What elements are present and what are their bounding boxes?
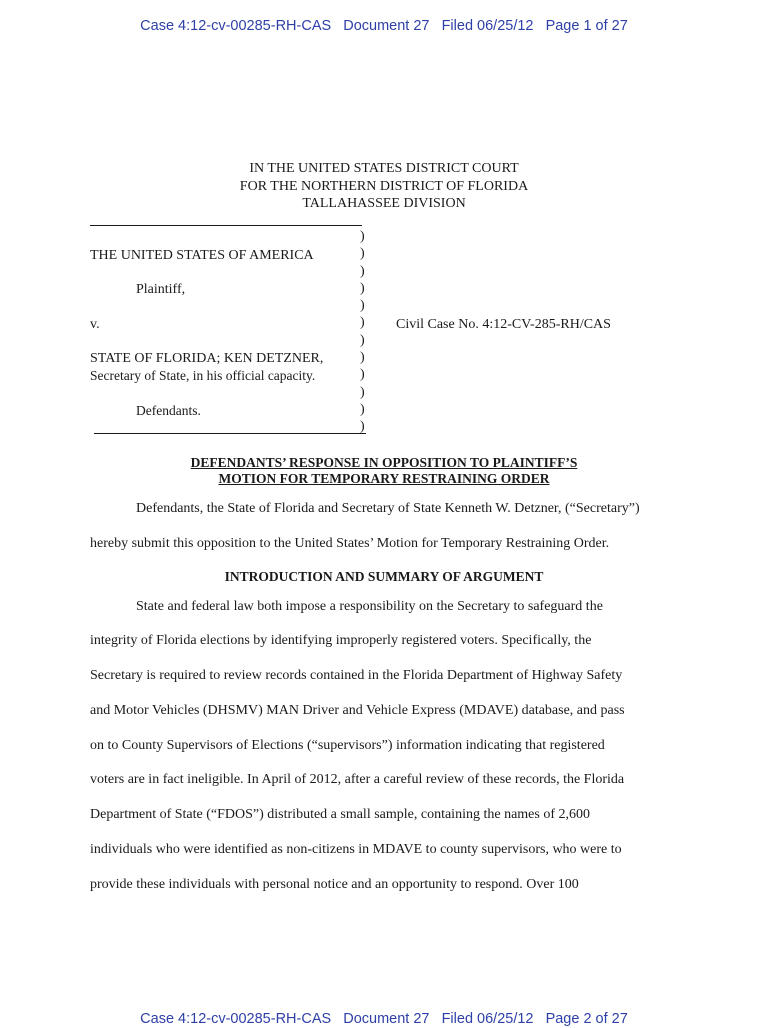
ecf-footer-stamp: Case 4:12-cv-00285-RH-CAS Document 27 Filed 06/25/12 Page 2 of 27	[140, 1011, 628, 1027]
caption-paren: )	[360, 419, 365, 435]
document-title-line: MOTION FOR TEMPORARY RESTRAINING ORDER	[218, 471, 550, 486]
ecf-header-stamp: Case 4:12-cv-00285-RH-CAS Document 27 Filed 06/25/12 Page 1 of 27	[140, 18, 628, 34]
caption-paren: )	[360, 280, 365, 296]
court-heading-line: TALLAHASSEE DIVISION	[302, 196, 466, 211]
court-heading-line: IN THE UNITED STATES DISTRICT COURT	[249, 161, 519, 176]
section-heading: INTRODUCTION AND SUMMARY OF ARGUMENT	[224, 569, 544, 584]
case-number: Civil Case No. 4:12-CV-285-RH/CAS	[396, 317, 611, 332]
caption-bottom-rule	[94, 433, 366, 434]
document-title-line: DEFENDANTS’ RESPONSE IN OPPOSITION TO PLAINTIFF’S	[190, 455, 578, 470]
body-line: Department of State (“FDOS”) distributed a small sample, containing the names of 2,600	[90, 807, 590, 822]
court-heading-line: FOR THE NORTHERN DISTRICT OF FLORIDA	[239, 178, 529, 194]
caption-paren-column	[360, 228, 365, 436]
caption-paren: )	[360, 315, 365, 331]
body-line: voters are in fact ineligible. In April of 2012, after a careful review of these records, the Florida	[90, 772, 625, 787]
caption-paren: )	[360, 367, 365, 383]
caption-top-rule	[90, 225, 362, 226]
body-line: State and federal law both impose a responsibility on the Secretary to safeguard the	[136, 599, 603, 614]
caption-paren: )	[360, 401, 365, 417]
intro-line: hereby submit this opposition to the United States’ Motion for Temporary Restraining Order.	[90, 536, 610, 551]
body-line: on to County Supervisors of Elections (“supervisors”) information indicating that registered	[90, 738, 605, 753]
caption-paren: )	[360, 298, 365, 314]
body-line: provide these individuals with personal notice and an opportunity to respond. Over 100	[90, 877, 579, 892]
plaintiff-role: Plaintiff,	[136, 282, 186, 297]
caption-paren: )	[360, 263, 365, 279]
body-line: individuals who were identified as non-citizens in MDAVE to county supervisors, who were to	[90, 842, 622, 857]
caption-paren: )	[360, 384, 365, 400]
intro-line: Defendants, the State of Florida and Secretary of State Kenneth W. Detzner, (“Secretary”)	[136, 501, 640, 516]
document-title	[0, 455, 768, 487]
court-heading	[0, 160, 768, 213]
plaintiff-name: THE UNITED STATES OF AMERICA	[90, 248, 314, 263]
defendant-role: Defendants.	[136, 403, 201, 418]
body-line: and Motor Vehicles (DHSMV) MAN Driver and Vehicle Express (MDAVE) database, and pass	[90, 703, 625, 718]
caption-paren: )	[360, 229, 365, 244]
defendant-name: STATE OF FLORIDA; KEN DETZNER,	[90, 351, 324, 366]
versus-label: v.	[90, 317, 100, 332]
body-line: Secretary is required to review records contained in the Florida Department of Highway Safety	[90, 668, 623, 683]
defendant-description: Secretary of State, in his official capacity.	[90, 368, 316, 383]
body-line: integrity of Florida elections by identifying improperly registered voters. Specifically, the	[90, 633, 592, 648]
caption-paren: )	[360, 246, 365, 262]
caption-paren: )	[360, 350, 365, 366]
caption-paren: )	[360, 332, 365, 348]
